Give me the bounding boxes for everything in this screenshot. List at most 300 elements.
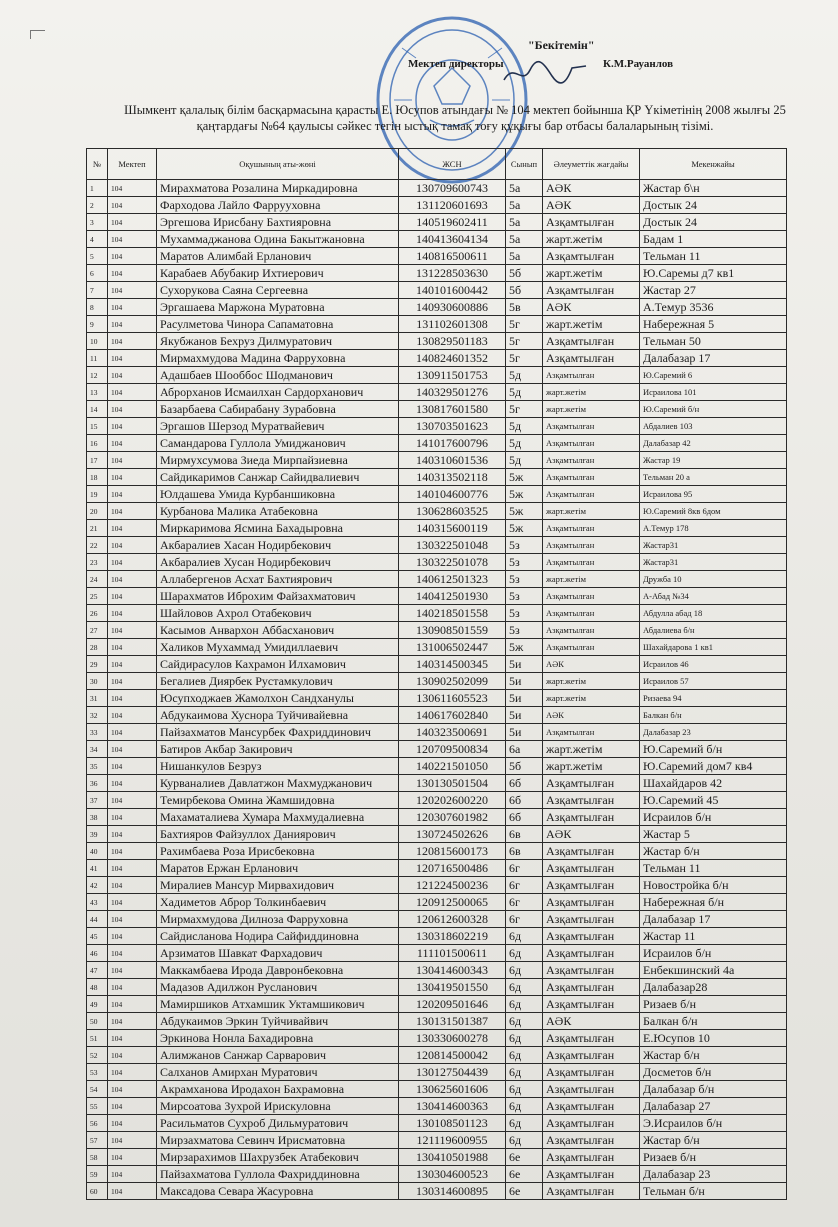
cell-address: Енбекшинский 4а [640, 962, 787, 979]
cell-class: 5а [506, 214, 543, 231]
cell-class: 5и [506, 656, 543, 673]
cell-address: Ризаева 94 [640, 690, 787, 707]
cell-number: 38 [87, 809, 108, 826]
cell-address: Далабазар 27 [640, 1098, 787, 1115]
cell-school: 104 [108, 571, 157, 588]
cell-status: Азқамтылған [543, 554, 640, 571]
cell-status: Азқамтылған [543, 469, 640, 486]
cell-school: 104 [108, 299, 157, 316]
cell-status: АӘК [543, 180, 640, 197]
cell-student-name: Юлдашева Умида Курбаншиковна [157, 486, 399, 503]
cell-status: Азқамтылған [543, 1115, 640, 1132]
cell-student-name: Рахимбаева Роза Ирисбековна [157, 843, 399, 860]
table-row [87, 299, 787, 316]
cell-iin: 130414600363 [399, 1098, 506, 1115]
cell-number: 15 [87, 418, 108, 435]
cell-student-name: Маратов Алимбай Ерланович [157, 248, 399, 265]
cell-address: Абдалиев 103 [640, 418, 787, 435]
cell-address: Далабазар 42 [640, 435, 787, 452]
cell-class: 6г [506, 877, 543, 894]
cell-address: Жастар31 [640, 554, 787, 571]
cell-iin: 130314600895 [399, 1183, 506, 1200]
cell-class: 6в [506, 843, 543, 860]
cell-iin: 130414600343 [399, 962, 506, 979]
cell-address: Шахайдарова 1 кв1 [640, 639, 787, 656]
cell-school: 104 [108, 214, 157, 231]
cell-class: 5д [506, 367, 543, 384]
cell-number: 57 [87, 1132, 108, 1149]
cell-class: 5г [506, 316, 543, 333]
cell-student-name: Мирзарахимов Шахрузбек Атабекович [157, 1149, 399, 1166]
cell-class: 6д [506, 979, 543, 996]
cell-address: Ю.Саремий б/н [640, 401, 787, 418]
table-row [87, 605, 787, 622]
cell-school: 104 [108, 231, 157, 248]
table-row [87, 1047, 787, 1064]
cell-class: 6д [506, 1098, 543, 1115]
table-row [87, 1081, 787, 1098]
cell-number: 35 [87, 758, 108, 775]
cell-iin: 120202600220 [399, 792, 506, 809]
cell-number: 36 [87, 775, 108, 792]
cell-number: 9 [87, 316, 108, 333]
table-row [87, 486, 787, 503]
cell-iin: 140824601352 [399, 350, 506, 367]
table-row [87, 843, 787, 860]
cell-address: Дружба 10 [640, 571, 787, 588]
cell-school: 104 [108, 469, 157, 486]
cell-status: Азқамтылған [543, 622, 640, 639]
cell-number: 54 [87, 1081, 108, 1098]
cell-school: 104 [108, 724, 157, 741]
cell-number: 4 [87, 231, 108, 248]
cell-address: Исраилова 95 [640, 486, 787, 503]
cell-iin: 140519602411 [399, 214, 506, 231]
cell-iin: 130330600278 [399, 1030, 506, 1047]
cell-number: 8 [87, 299, 108, 316]
cell-student-name: Абдукаимова Хуснора Туйчивайевна [157, 707, 399, 724]
cell-school: 104 [108, 1098, 157, 1115]
cell-number: 59 [87, 1166, 108, 1183]
cell-iin: 130318602219 [399, 928, 506, 945]
cell-class: 6а [506, 741, 543, 758]
table-row [87, 707, 787, 724]
cell-school: 104 [108, 248, 157, 265]
cell-school: 104 [108, 945, 157, 962]
cell-iin: 130817601580 [399, 401, 506, 418]
table-row [87, 384, 787, 401]
table-row [87, 945, 787, 962]
cell-address: Достык 24 [640, 197, 787, 214]
cell-school: 104 [108, 265, 157, 282]
col-header-school: Мектеп [108, 149, 157, 180]
cell-status: Азқамтылған [543, 1081, 640, 1098]
cell-iin: 120709500834 [399, 741, 506, 758]
cell-status: Азқамтылған [543, 452, 640, 469]
cell-status: Азқамтылған [543, 1183, 640, 1200]
cell-status: Азқамтылған [543, 248, 640, 265]
table-row [87, 1115, 787, 1132]
table-row [87, 690, 787, 707]
cell-student-name: Бахтияров Файзуллох Даниярович [157, 826, 399, 843]
cell-school: 104 [108, 537, 157, 554]
table-row [87, 265, 787, 282]
cell-address: Жастар б/н [640, 1047, 787, 1064]
cell-iin: 140930600886 [399, 299, 506, 316]
cell-student-name: Салханов Амирхан Муратович [157, 1064, 399, 1081]
corner-mark [30, 30, 45, 39]
cell-student-name: Адашбаев Шооббос Шодманович [157, 367, 399, 384]
cell-status: Азқамтылған [543, 945, 640, 962]
cell-number: 53 [87, 1064, 108, 1081]
cell-number: 44 [87, 911, 108, 928]
cell-school: 104 [108, 690, 157, 707]
cell-iin: 130108501123 [399, 1115, 506, 1132]
cell-address: Жастар 27 [640, 282, 787, 299]
cell-iin: 140314500345 [399, 656, 506, 673]
cell-school: 104 [108, 554, 157, 571]
cell-iin: 141017600796 [399, 435, 506, 452]
cell-address: Ризаев б/н [640, 996, 787, 1013]
cell-class: 6в [506, 826, 543, 843]
cell-number: 26 [87, 605, 108, 622]
cell-number: 56 [87, 1115, 108, 1132]
cell-address: А.Темур 3536 [640, 299, 787, 316]
cell-iin: 120815600173 [399, 843, 506, 860]
cell-number: 19 [87, 486, 108, 503]
cell-class: 5а [506, 197, 543, 214]
table-row [87, 979, 787, 996]
cell-class: 5г [506, 333, 543, 350]
cell-status: Азқамтылған [543, 809, 640, 826]
cell-school: 104 [108, 826, 157, 843]
cell-number: 32 [87, 707, 108, 724]
table-row [87, 401, 787, 418]
cell-iin: 140104600776 [399, 486, 506, 503]
cell-class: 6е [506, 1149, 543, 1166]
cell-status: Азқамтылған [543, 588, 640, 605]
cell-address: Жастар б/н [640, 1132, 787, 1149]
cell-status: жарт.жетім [543, 741, 640, 758]
cell-status: жарт.жетім [543, 690, 640, 707]
table-row [87, 962, 787, 979]
cell-class: 5д [506, 435, 543, 452]
director-name: К.М.Рауанлов [603, 58, 674, 70]
cell-iin: 130127504439 [399, 1064, 506, 1081]
cell-school: 104 [108, 1030, 157, 1047]
cell-school: 104 [108, 996, 157, 1013]
cell-number: 45 [87, 928, 108, 945]
col-header-name: Оқушының аты-жөні [157, 149, 399, 180]
table-header-row [87, 149, 787, 180]
cell-iin: 140310601536 [399, 452, 506, 469]
cell-student-name: Эргашов Шерзод Муратвайевич [157, 418, 399, 435]
cell-number: 51 [87, 1030, 108, 1047]
cell-number: 28 [87, 639, 108, 656]
cell-student-name: Нишанкулов Безруз [157, 758, 399, 775]
table-row [87, 792, 787, 809]
table-row [87, 877, 787, 894]
cell-iin: 131006502447 [399, 639, 506, 656]
cell-number: 27 [87, 622, 108, 639]
cell-number: 50 [87, 1013, 108, 1030]
cell-student-name: Темирбекова Омина Жамшидовна [157, 792, 399, 809]
cell-student-name: Мирсоатова Зухрой Ирискуловна [157, 1098, 399, 1115]
cell-iin: 120307601982 [399, 809, 506, 826]
cell-status: Азқамтылған [543, 962, 640, 979]
cell-address: Исраилова 101 [640, 384, 787, 401]
table-row [87, 809, 787, 826]
cell-address: Исраилов 57 [640, 673, 787, 690]
cell-iin: 140413604134 [399, 231, 506, 248]
cell-status: Азқамтылған [543, 996, 640, 1013]
cell-address: Тельман 11 [640, 860, 787, 877]
cell-class: 5а [506, 231, 543, 248]
col-header-class: Сынып [506, 149, 543, 180]
cell-class: 5д [506, 452, 543, 469]
cell-number: 5 [87, 248, 108, 265]
cell-number: 18 [87, 469, 108, 486]
table-row [87, 316, 787, 333]
cell-address: Е.Юсупов 10 [640, 1030, 787, 1047]
cell-address: Ю.Саремий дом7 кв4 [640, 758, 787, 775]
cell-address: Набережная 5 [640, 316, 787, 333]
table-row [87, 520, 787, 537]
cell-iin: 131228503630 [399, 265, 506, 282]
cell-address: Ю.Саремий 8кв 6дом [640, 503, 787, 520]
cell-school: 104 [108, 775, 157, 792]
cell-class: 6д [506, 996, 543, 1013]
table-row [87, 826, 787, 843]
cell-status: жарт.жетім [543, 265, 640, 282]
cell-student-name: Мирмахмудова Дилноза Фарруховна [157, 911, 399, 928]
cell-status: жарт.жетім [543, 503, 640, 520]
table-row [87, 248, 787, 265]
cell-student-name: Халиков Мухаммад Умидиллаевич [157, 639, 399, 656]
cell-address: Тельман 11 [640, 248, 787, 265]
table-row [87, 758, 787, 775]
cell-number: 42 [87, 877, 108, 894]
cell-student-name: Мирахматова Розалина Миркадировна [157, 180, 399, 197]
cell-number: 6 [87, 265, 108, 282]
cell-iin: 140315600119 [399, 520, 506, 537]
cell-address: Далабазар 23 [640, 724, 787, 741]
cell-student-name: Максадова Севара Жасуровна [157, 1183, 399, 1200]
cell-number: 2 [87, 197, 108, 214]
table-row [87, 860, 787, 877]
cell-status: Азқамтылған [543, 792, 640, 809]
cell-student-name: Мадазов Адилжон Русланович [157, 979, 399, 996]
cell-iin: 140816500611 [399, 248, 506, 265]
cell-school: 104 [108, 1047, 157, 1064]
table-row [87, 1013, 787, 1030]
cell-address: Исраилов б/н [640, 945, 787, 962]
cell-class: 5и [506, 673, 543, 690]
cell-iin: 140313502118 [399, 469, 506, 486]
cell-status: Азқамтылған [543, 1132, 640, 1149]
cell-address: Балкан б/н [640, 1013, 787, 1030]
cell-iin: 120814500042 [399, 1047, 506, 1064]
cell-iin: 130625601606 [399, 1081, 506, 1098]
cell-student-name: Арзиматов Шавкат Фархадович [157, 945, 399, 962]
cell-class: 6д [506, 1132, 543, 1149]
cell-student-name: Шайловов Ахрол Отабекович [157, 605, 399, 622]
cell-address: Тельман б/н [640, 1183, 787, 1200]
cell-class: 5в [506, 299, 543, 316]
cell-address: Э.Исраилов б/н [640, 1115, 787, 1132]
cell-status: Азқамтылған [543, 877, 640, 894]
cell-number: 46 [87, 945, 108, 962]
cell-number: 13 [87, 384, 108, 401]
cell-class: 5и [506, 707, 543, 724]
cell-student-name: Базарбаева Сабирабану Зурабовна [157, 401, 399, 418]
cell-class: 5б [506, 282, 543, 299]
cell-address: Абдалиева б/н [640, 622, 787, 639]
cell-class: 5ж [506, 639, 543, 656]
cell-address: Ю.Саремий 45 [640, 792, 787, 809]
col-header-number: № [87, 149, 108, 180]
table-row [87, 180, 787, 197]
cell-school: 104 [108, 605, 157, 622]
cell-class: 6д [506, 1030, 543, 1047]
cell-school: 104 [108, 639, 157, 656]
cell-status: Азқамтылған [543, 843, 640, 860]
cell-class: 6б [506, 775, 543, 792]
cell-student-name: Сухорукова Саяна Сергеевна [157, 282, 399, 299]
cell-iin: 130911501753 [399, 367, 506, 384]
cell-address: А-Абад №34 [640, 588, 787, 605]
cell-school: 104 [108, 367, 157, 384]
cell-class: 5з [506, 588, 543, 605]
table-row [87, 418, 787, 435]
cell-student-name: Батиров Акбар Закирович [157, 741, 399, 758]
cell-student-name: Карабаев Абубакир Ихтиерович [157, 265, 399, 282]
cell-status: жарт.жетім [543, 758, 640, 775]
cell-school: 104 [108, 911, 157, 928]
cell-iin: 130908501559 [399, 622, 506, 639]
cell-number: 55 [87, 1098, 108, 1115]
cell-school: 104 [108, 486, 157, 503]
cell-iin: 140617602840 [399, 707, 506, 724]
cell-number: 23 [87, 554, 108, 571]
cell-student-name: Аллабергенов Асхат Бахтиярович [157, 571, 399, 588]
cell-iin: 121224500236 [399, 877, 506, 894]
cell-iin: 130709600743 [399, 180, 506, 197]
cell-school: 104 [108, 1183, 157, 1200]
cell-school: 104 [108, 1149, 157, 1166]
cell-class: 6д [506, 1064, 543, 1081]
cell-student-name: Акбаралиев Хусан Нодирбекович [157, 554, 399, 571]
cell-iin: 130829501183 [399, 333, 506, 350]
cell-address: Достык 24 [640, 214, 787, 231]
cell-student-name: Маккамбаева Ирода Давронбековна [157, 962, 399, 979]
cell-status: Азқамтылған [543, 1030, 640, 1047]
cell-iin: 130902502099 [399, 673, 506, 690]
cell-class: 6д [506, 1013, 543, 1030]
col-header-status: Әлеуметтік жағдайы [543, 149, 640, 180]
cell-school: 104 [108, 197, 157, 214]
cell-status: АӘК [543, 826, 640, 843]
table-row [87, 1030, 787, 1047]
cell-number: 10 [87, 333, 108, 350]
cell-iin: 120912500065 [399, 894, 506, 911]
cell-school: 104 [108, 1132, 157, 1149]
cell-address: Шахайдаров 42 [640, 775, 787, 792]
cell-class: 6д [506, 962, 543, 979]
approved-label: "Бекітемін" [528, 38, 595, 52]
cell-student-name: Хадиметов Аброр Толкинбаевич [157, 894, 399, 911]
cell-class: 6д [506, 928, 543, 945]
cell-address: Балкан б/н [640, 707, 787, 724]
cell-number: 11 [87, 350, 108, 367]
cell-school: 104 [108, 860, 157, 877]
cell-status: жарт.жетім [543, 571, 640, 588]
cell-address: Далабазар28 [640, 979, 787, 996]
cell-status: жарт.жетім [543, 316, 640, 333]
cell-student-name: Фарходова Лайло Фаррууховна [157, 197, 399, 214]
cell-iin: 130703501623 [399, 418, 506, 435]
cell-class: 5и [506, 690, 543, 707]
cell-address: Бадам 1 [640, 231, 787, 248]
cell-class: 6д [506, 1115, 543, 1132]
cell-iin: 130322501078 [399, 554, 506, 571]
table-row [87, 503, 787, 520]
cell-iin: 130628603525 [399, 503, 506, 520]
cell-student-name: Эргешова Ирисбану Бахтияровна [157, 214, 399, 231]
cell-number: 40 [87, 843, 108, 860]
cell-student-name: Миркаримова Ясмина Бахадыровна [157, 520, 399, 537]
cell-status: Азқамтылған [543, 418, 640, 435]
cell-school: 104 [108, 452, 157, 469]
cell-student-name: Якубжанов Бехруз Дилмуратович [157, 333, 399, 350]
cell-number: 3 [87, 214, 108, 231]
cell-status: Азқамтылған [543, 1149, 640, 1166]
cell-school: 104 [108, 741, 157, 758]
cell-status: жарт.жетім [543, 384, 640, 401]
cell-iin: 130322501048 [399, 537, 506, 554]
cell-school: 104 [108, 282, 157, 299]
cell-class: 6г [506, 894, 543, 911]
table-row [87, 197, 787, 214]
table-row [87, 1064, 787, 1081]
cell-status: Азқамтылған [543, 537, 640, 554]
table-row [87, 1132, 787, 1149]
cell-class: 5и [506, 724, 543, 741]
cell-student-name: Пайзахматова Гуллола Фахриддиновна [157, 1166, 399, 1183]
cell-address: Новостройка б/н [640, 877, 787, 894]
cell-iin: 120612600328 [399, 911, 506, 928]
cell-address: Ю.Саремий 6 [640, 367, 787, 384]
cell-iin: 140412501930 [399, 588, 506, 605]
cell-student-name: Сайдикаримов Санжар Сайидвалиевич [157, 469, 399, 486]
cell-number: 31 [87, 690, 108, 707]
cell-status: АӘК [543, 299, 640, 316]
table-row [87, 435, 787, 452]
table-row [87, 469, 787, 486]
cell-status: жарт.жетім [543, 231, 640, 248]
cell-school: 104 [108, 673, 157, 690]
cell-address: Досметов б/н [640, 1064, 787, 1081]
cell-address: Жастар б\н [640, 180, 787, 197]
cell-school: 104 [108, 758, 157, 775]
cell-number: 37 [87, 792, 108, 809]
cell-class: 5з [506, 622, 543, 639]
cell-iin: 130130501504 [399, 775, 506, 792]
cell-school: 104 [108, 707, 157, 724]
cell-class: 6б [506, 792, 543, 809]
table-row [87, 741, 787, 758]
cell-class: 5д [506, 384, 543, 401]
